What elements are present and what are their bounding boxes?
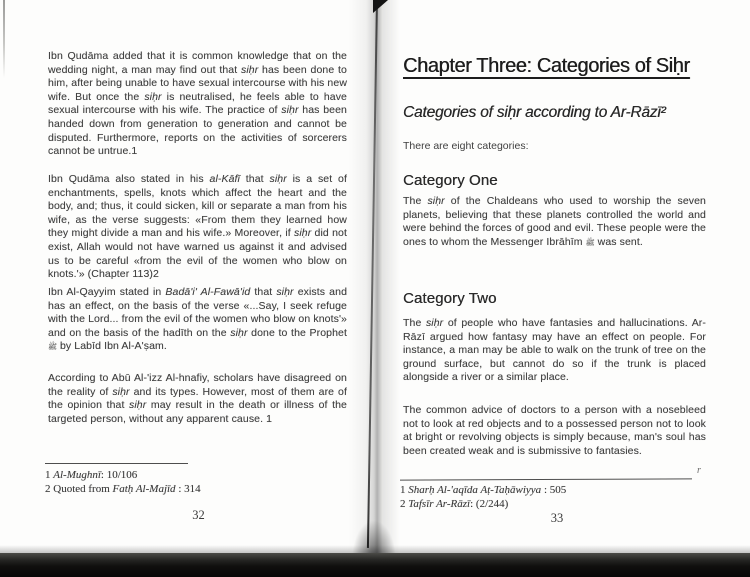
page-corner-fold-mark bbox=[373, 0, 388, 13]
scanner-bed-band bbox=[0, 553, 750, 577]
left-footnote-divider bbox=[45, 463, 188, 464]
left-paragraph-2: Ibn Qudāma also stated in his al-Kāfī that siḥr is a set of enchantments, spells, knots which affect the heart and the body, and; thus, it could sicken, kill or separate a man from his wife, as the verse suggests: «From them they learned how they might divide a man and his wife.» Moreover, if siḥr did not exist, Allah would not have warned us against it and advised us to be careful «from the evil of the women who blow on knots.'» (Chapter 113)2 bbox=[48, 173, 347, 281]
right-page bbox=[380, 0, 750, 556]
chapter-title: Chapter Three: Categories of Siḥr bbox=[403, 55, 690, 77]
category-one-body: The siḥr of the Chaldeans who used to worship the seven planets, believing that these planets controlled the world and were behind the forces of good and evil. These people were the ones to whom the Messenger Ibrāhīm ﷺ was sent. bbox=[403, 195, 706, 248]
right-footnote-1: 1 Sharḥ Al-'aqīda Aṭ-Taḥāwiyya : 505 bbox=[400, 484, 567, 496]
category-one-heading: Category One bbox=[403, 172, 498, 189]
intro-line: There are eight categories: bbox=[403, 140, 529, 152]
left-page bbox=[0, 0, 365, 556]
left-footnote-1: 1 Al-Mughnī: 10/106 bbox=[45, 469, 138, 481]
left-page-number: 32 bbox=[192, 508, 205, 522]
right-page-number: 33 bbox=[550, 511, 564, 525]
closing-paragraph: The common advice of doctors to a person with a nosebleed not to look at red objects and to a possessed person not to look at bright or revolving objects is simply because, man's soul has been created weak and is submissive to fantasies. bbox=[403, 404, 706, 457]
left-paragraph-1: Ibn Qudāma added that it is common knowledge that on the wedding night, a man may find out that siḥr has been done to him, after being unable to have sexual intercourse with his new wife. But once the siḥr is neutralised, he feels able to have sexual intercourse with his wife. The practice of siḥr has been handed down from generation to generation and cannot be disputed. Furthermore, reports on the activities of sorcerers cannot be untrue.1 bbox=[48, 50, 347, 158]
category-two-heading: Category Two bbox=[403, 290, 497, 307]
category-two-body: The siḥr of people who have fantasies and hallucinations. Ar-Rāzī argued how fantasy may have an effect on people. For instance, a man may be able to walk on the trunk of tree on the ground surface, but cannot do so if the trunk is placed alongside a river or a similar place. bbox=[403, 317, 706, 384]
scan-edge-scratch bbox=[3, 0, 5, 78]
left-paragraph-3: Ibn Al-Qayyim stated in Badā'i' Al-Fawā'id that siḥr exists and has an effect, on the basis of the verse «...Say, I seek refuge with the Lord... from the evil of the women who blow on knots'» and on the basis of the hadīth on the siḥr done to the Prophet ﷺ by Labīd Ibn Al-A'ṣam. bbox=[48, 286, 348, 353]
scan-stray-mark: r bbox=[697, 465, 701, 476]
right-footnote-2: 2 Tafsīr Ar-Rāzī: (2/244) bbox=[400, 498, 509, 510]
chapter-subtitle: Categories of siḥr according to Ar-Rāzī² bbox=[403, 104, 666, 121]
left-footnote-2: 2 Quoted from Fatḥ Al-Majīd : 314 bbox=[45, 483, 201, 495]
right-footnote-divider bbox=[400, 478, 692, 480]
left-paragraph-4: According to Abū Al-'izz Al-hnafiy, scholars have disagreed on the reality of siḥr and its types. However, most of them are of the opinion that siḥr may result in the death or illness of the targeted person, without any apparent cause. 1 bbox=[48, 372, 347, 425]
